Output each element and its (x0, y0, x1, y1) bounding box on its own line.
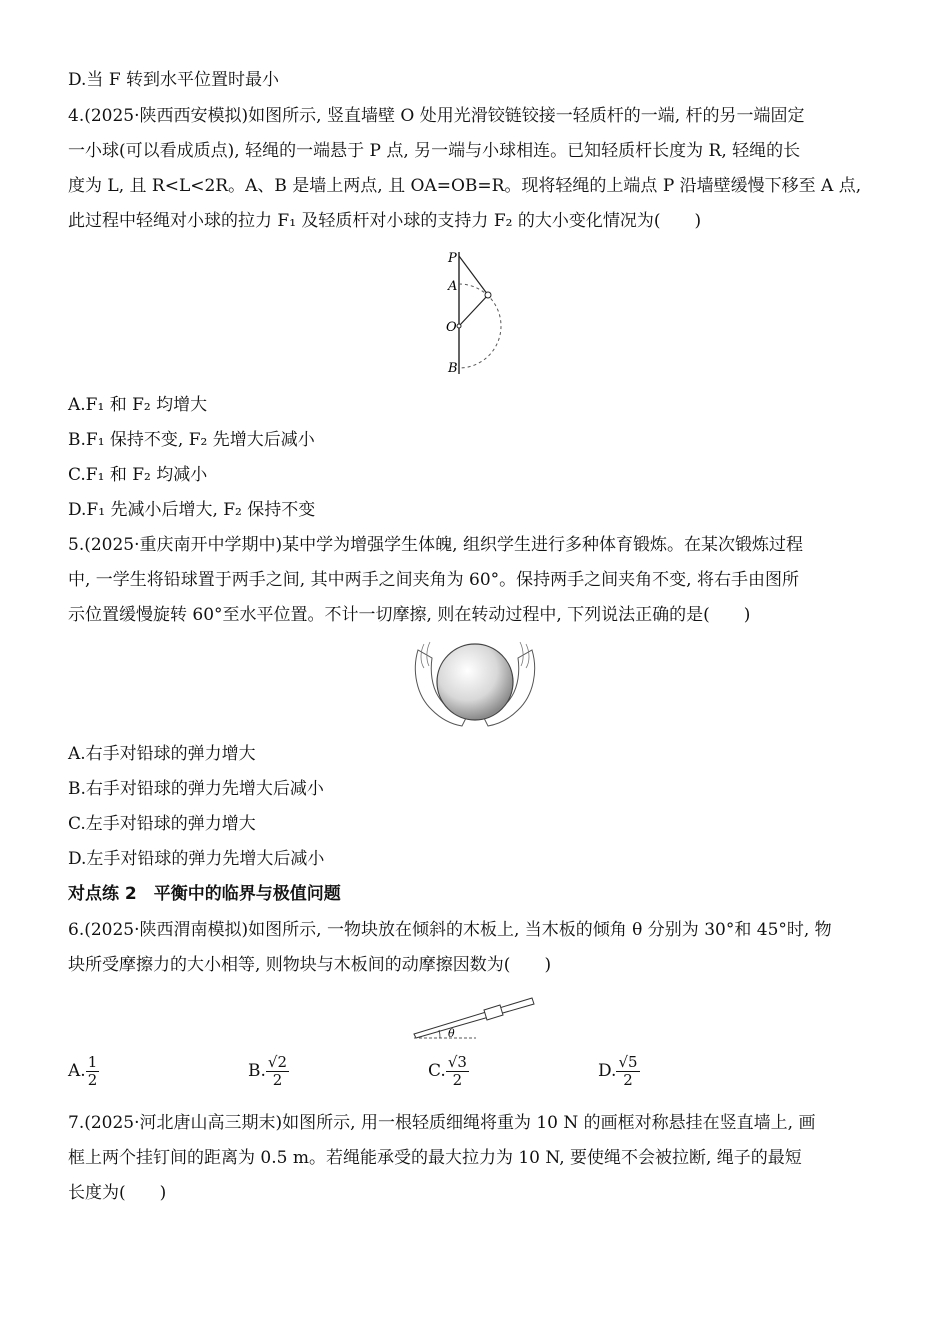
q6-option-b-numerator: √2 (267, 1053, 288, 1071)
q6-option-d-numerator: √5 (618, 1053, 638, 1071)
q5-text-line-2: 中, 一学生将铅球置于两手之间, 其中两手之间夹角为 60°。保持两手之间夹角不变, 将右手由图所 (68, 570, 799, 590)
label-a: A (448, 279, 458, 294)
q6-option-c-denominator: 2 (452, 1071, 463, 1089)
theta-label: θ (448, 1027, 455, 1040)
q7-text-line-1: 7.(2025·河北唐山高三期末)如图所示, 用一根轻质细绳将重为 10 N 的画框对称悬挂在竖直墙上, 画 (68, 1113, 816, 1133)
q7-text-line-3: 长度为( ) (68, 1183, 167, 1203)
q5-option-c: C.左手对铅球的弹力增大 (68, 814, 256, 834)
ball-point (485, 292, 491, 298)
shot-put-ball (437, 644, 513, 720)
q5-option-b: B.右手对铅球的弹力先增大后减小 (68, 779, 324, 799)
q4-text-line-2: 一小球(可以看成质点), 轻绳的一端悬于 P 点, 另一端与小球相连。已知轻质杆长度为 R, 轻绳的长 (68, 141, 801, 161)
rope-line (459, 256, 488, 295)
q6-option-d (598, 1054, 640, 1089)
q4-option-d: D.F₁ 先减小后增大, F₂ 保持不变 (68, 500, 316, 520)
q6-option-b-fraction (266, 1054, 289, 1089)
q4-wall-rod-figure (440, 248, 520, 378)
q4-text-line-1: 4.(2025·陕西西安模拟)如图所示, 竖直墙壁 O 处用光滑铰链铰接一轻质杆的一端, 杆的另一端固定 (68, 106, 805, 126)
q3-option-d: D.当 F 转到水平位置时最小 (68, 70, 280, 90)
q6-option-b-prefix: B. (248, 1061, 266, 1081)
q6-incline-figure (410, 988, 540, 1040)
incline-board (414, 998, 534, 1038)
q5-hands-ball-figure (410, 640, 540, 730)
label-p: P (448, 251, 457, 266)
label-b: B (448, 361, 458, 376)
q5-text-line-1: 5.(2025·重庆南开中学期中)某中学为增强学生体魄, 组织学生进行多种体育锻炼。在某次锻炼过程 (68, 535, 803, 555)
q6-option-c-prefix: C. (428, 1061, 446, 1081)
q6-option-d-prefix: D. (598, 1061, 617, 1081)
q4-text-line-3: 度为 L, 且 R<L<2R。A、B 是墙上两点, 且 OA=OB=R。现将轻绳的上端点 P 沿墙壁缓慢下移至 A 点, (68, 176, 862, 196)
q6-option-d-fraction (616, 1054, 639, 1089)
block-shape (484, 1005, 503, 1020)
q6-option-a-prefix: A. (68, 1061, 86, 1081)
q4-option-b: B.F₁ 保持不变, F₂ 先增大后减小 (68, 430, 315, 450)
q6-option-c-numerator: √3 (447, 1053, 467, 1071)
q6-text-line-1: 6.(2025·陕西渭南模拟)如图所示, 一物块放在倾斜的木板上, 当木板的倾角 θ 分别为 30°和 45°时, 物 (68, 920, 832, 940)
q6-option-a (68, 1054, 99, 1089)
q5-option-d: D.左手对铅球的弹力先增大后减小 (68, 849, 325, 869)
q4-text-line-4: 此过程中轻绳对小球的拉力 F₁ 及轻质杆对小球的支持力 F₂ 的大小变化情况为( ) (68, 211, 702, 231)
q6-option-a-denominator: 2 (87, 1071, 98, 1089)
q6-option-a-numerator: 1 (87, 1053, 98, 1071)
arc-path (459, 284, 501, 368)
q6-option-b (248, 1054, 289, 1089)
q5-text-line-3: 示位置缓慢旋转 60°至水平位置。不计一切摩擦, 则在转动过程中, 下列说法正确的是( ) (68, 605, 751, 625)
q4-option-c: C.F₁ 和 F₂ 均减小 (68, 465, 208, 485)
q6-option-c-fraction (446, 1054, 469, 1089)
q6-option-b-denominator: 2 (272, 1071, 283, 1089)
q7-text-line-2: 框上两个挂钉间的距离为 0.5 m。若绳能承受的最大拉力为 10 N, 要使绳不会被拉断, 绳子的最短 (68, 1148, 802, 1168)
hinge-point (457, 324, 461, 328)
section-heading: 对点练 2 平衡中的临界与极值问题 (68, 884, 341, 904)
q6-option-a-fraction (86, 1054, 100, 1089)
rod-line (459, 295, 488, 326)
q4-option-a: A.F₁ 和 F₂ 均增大 (68, 395, 208, 415)
label-o: O (446, 320, 457, 335)
q6-option-c (428, 1054, 469, 1089)
q6-option-d-denominator: 2 (623, 1071, 633, 1089)
q5-option-a: A.右手对铅球的弹力增大 (68, 744, 256, 764)
q6-text-line-2: 块所受摩擦力的大小相等, 则物块与木板间的动摩擦因数为( ) (68, 955, 552, 975)
